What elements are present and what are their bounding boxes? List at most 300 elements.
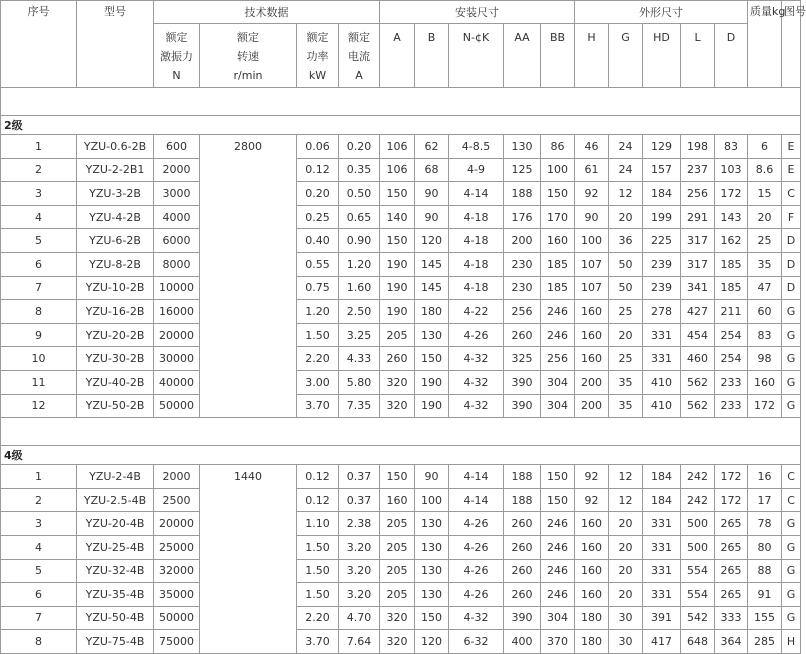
dim-bb-cell: 246 — [541, 559, 575, 583]
dim-hd-cell: 129 — [643, 135, 681, 159]
figure-code-cell: D — [782, 276, 801, 300]
dim-d-cell: 172 — [715, 465, 748, 489]
rated-power-cell: 3.70 — [297, 630, 339, 654]
rated-force-cell: 16000 — [154, 300, 200, 324]
row-no-cell: 9 — [1, 323, 77, 347]
dim-b-cell: 120 — [415, 229, 449, 253]
rated-current-cell: 0.20 — [339, 135, 380, 159]
dim-b-cell: 130 — [415, 535, 449, 559]
header-col-h: H — [575, 24, 609, 88]
rated-speed-cell: 1440 — [200, 465, 297, 654]
figure-code-cell: G — [782, 300, 801, 324]
rated-power-cell: 0.40 — [297, 229, 339, 253]
model-cell: YZU-6-2B — [77, 229, 154, 253]
dim-l-cell: 242 — [681, 465, 715, 489]
dim-nk-cell: 4-18 — [449, 252, 504, 276]
row-no-cell: 5 — [1, 559, 77, 583]
header-col-l: L — [681, 24, 715, 88]
table-row — [1, 512, 801, 536]
dim-l-cell: 317 — [681, 252, 715, 276]
model-cell: YZU-30-2B — [77, 347, 154, 371]
dim-b-cell: 130 — [415, 323, 449, 347]
dim-b-cell: 190 — [415, 394, 449, 418]
dim-b-cell: 150 — [415, 347, 449, 371]
dim-aa-cell: 176 — [504, 205, 541, 229]
dim-d-cell: 265 — [715, 512, 748, 536]
figure-code-cell: G — [782, 370, 801, 394]
dim-d-cell: 265 — [715, 583, 748, 607]
row-no-cell: 1 — [1, 465, 77, 489]
figure-code-cell: C — [782, 465, 801, 489]
table-row — [1, 559, 801, 583]
rated-current-cell: 4.70 — [339, 606, 380, 630]
dim-bb-cell: 150 — [541, 488, 575, 512]
header-current: 额定 电流 A — [339, 24, 380, 88]
mass-cell: 16 — [748, 465, 782, 489]
table-row — [1, 205, 801, 229]
dim-d-cell: 172 — [715, 488, 748, 512]
rated-current-cell: 0.35 — [339, 158, 380, 182]
dim-b-cell: 120 — [415, 630, 449, 654]
figure-code-cell: E — [782, 158, 801, 182]
dim-aa-cell: 230 — [504, 252, 541, 276]
header-outline: 外形尺寸 — [575, 1, 748, 24]
dim-b-cell: 68 — [415, 158, 449, 182]
rated-force-cell: 2000 — [154, 465, 200, 489]
dim-aa-cell: 230 — [504, 276, 541, 300]
rated-power-cell: 1.50 — [297, 323, 339, 347]
dim-g-cell: 24 — [609, 158, 643, 182]
model-cell: YZU-35-4B — [77, 583, 154, 607]
mass-cell: 35 — [748, 252, 782, 276]
dim-g-cell: 20 — [609, 535, 643, 559]
mass-cell: 8.6 — [748, 158, 782, 182]
rated-force-cell: 75000 — [154, 630, 200, 654]
dim-bb-cell: 304 — [541, 370, 575, 394]
figure-code-cell: H — [782, 630, 801, 654]
model-cell: YZU-4-2B — [77, 205, 154, 229]
model-cell: YZU-50-4B — [77, 606, 154, 630]
dim-nk-cell: 4-32 — [449, 347, 504, 371]
dim-b-cell: 62 — [415, 135, 449, 159]
header-col-a: A — [380, 24, 415, 88]
dim-l-cell: 562 — [681, 370, 715, 394]
dim-h-cell: 90 — [575, 205, 609, 229]
dim-a-cell: 205 — [380, 535, 415, 559]
dim-g-cell: 30 — [609, 630, 643, 654]
mass-cell: 160 — [748, 370, 782, 394]
rated-current-cell: 0.90 — [339, 229, 380, 253]
dim-a-cell: 205 — [380, 323, 415, 347]
dim-nk-cell: 4-22 — [449, 300, 504, 324]
mass-cell: 17 — [748, 488, 782, 512]
dim-g-cell: 20 — [609, 323, 643, 347]
dim-nk-cell: 4-26 — [449, 583, 504, 607]
figure-code-cell: D — [782, 229, 801, 253]
dim-d-cell: 162 — [715, 229, 748, 253]
dim-bb-cell: 246 — [541, 323, 575, 347]
dim-h-cell: 107 — [575, 276, 609, 300]
dim-a-cell: 190 — [380, 252, 415, 276]
figure-code-cell: G — [782, 394, 801, 418]
table-row — [1, 583, 801, 607]
dim-aa-cell: 260 — [504, 323, 541, 347]
dim-g-cell: 25 — [609, 300, 643, 324]
dim-hd-cell: 331 — [643, 583, 681, 607]
group-spacer-cell — [1, 88, 801, 116]
rated-force-cell: 20000 — [154, 323, 200, 347]
dim-d-cell: 265 — [715, 559, 748, 583]
dim-bb-cell: 170 — [541, 205, 575, 229]
dim-g-cell: 12 — [609, 465, 643, 489]
figure-code-cell: G — [782, 559, 801, 583]
dim-aa-cell: 390 — [504, 370, 541, 394]
rated-current-cell: 3.20 — [339, 583, 380, 607]
dim-a-cell: 106 — [380, 158, 415, 182]
group-header-row — [1, 116, 801, 135]
dim-hd-cell: 278 — [643, 300, 681, 324]
dim-d-cell: 83 — [715, 135, 748, 159]
dim-a-cell: 190 — [380, 276, 415, 300]
table-row — [1, 182, 801, 206]
model-cell: YZU-40-2B — [77, 370, 154, 394]
rated-current-cell: 3.20 — [339, 535, 380, 559]
mass-cell: 285 — [748, 630, 782, 654]
dim-b-cell: 145 — [415, 252, 449, 276]
header-col-b: B — [415, 24, 449, 88]
dim-hd-cell: 391 — [643, 606, 681, 630]
rated-force-cell: 8000 — [154, 252, 200, 276]
dim-b-cell: 180 — [415, 300, 449, 324]
dim-nk-cell: 4-14 — [449, 182, 504, 206]
dim-a-cell: 150 — [380, 182, 415, 206]
dim-h-cell: 107 — [575, 252, 609, 276]
dim-d-cell: 333 — [715, 606, 748, 630]
dim-l-cell: 317 — [681, 229, 715, 253]
row-no-cell: 1 — [1, 135, 77, 159]
dim-hd-cell: 331 — [643, 323, 681, 347]
dim-hd-cell: 331 — [643, 347, 681, 371]
rated-power-cell: 1.10 — [297, 512, 339, 536]
dim-b-cell: 150 — [415, 606, 449, 630]
dim-h-cell: 100 — [575, 229, 609, 253]
dim-d-cell: 364 — [715, 630, 748, 654]
row-no-cell: 11 — [1, 370, 77, 394]
dim-l-cell: 427 — [681, 300, 715, 324]
dim-aa-cell: 260 — [504, 559, 541, 583]
rated-force-cell: 40000 — [154, 370, 200, 394]
mass-cell: 6 — [748, 135, 782, 159]
dim-a-cell: 320 — [380, 394, 415, 418]
dim-bb-cell: 246 — [541, 583, 575, 607]
rated-force-cell: 30000 — [154, 347, 200, 371]
rated-power-cell: 3.70 — [297, 394, 339, 418]
dim-l-cell: 648 — [681, 630, 715, 654]
dim-g-cell: 35 — [609, 370, 643, 394]
dim-h-cell: 160 — [575, 583, 609, 607]
group-spacer — [1, 88, 801, 116]
dim-bb-cell: 150 — [541, 182, 575, 206]
dim-hd-cell: 184 — [643, 488, 681, 512]
dim-a-cell: 205 — [380, 559, 415, 583]
rated-power-cell: 2.20 — [297, 606, 339, 630]
row-no-cell: 6 — [1, 583, 77, 607]
row-no-cell: 6 — [1, 252, 77, 276]
dim-hd-cell: 410 — [643, 394, 681, 418]
dim-d-cell: 265 — [715, 535, 748, 559]
dim-hd-cell: 225 — [643, 229, 681, 253]
dim-g-cell: 20 — [609, 512, 643, 536]
dim-hd-cell: 417 — [643, 630, 681, 654]
dim-g-cell: 30 — [609, 606, 643, 630]
dim-h-cell: 92 — [575, 465, 609, 489]
rated-speed-cell: 2800 — [200, 135, 297, 418]
rated-power-cell: 2.20 — [297, 347, 339, 371]
dim-h-cell: 61 — [575, 158, 609, 182]
dim-hd-cell: 184 — [643, 182, 681, 206]
mass-cell: 80 — [748, 535, 782, 559]
dim-hd-cell: 239 — [643, 276, 681, 300]
figure-code-cell: G — [782, 606, 801, 630]
model-cell: YZU-75-4B — [77, 630, 154, 654]
dim-bb-cell: 246 — [541, 512, 575, 536]
rated-force-cell: 600 — [154, 135, 200, 159]
dim-g-cell: 50 — [609, 252, 643, 276]
figure-code-cell: G — [782, 583, 801, 607]
dim-aa-cell: 260 — [504, 535, 541, 559]
dim-h-cell: 180 — [575, 630, 609, 654]
rated-power-cell: 0.75 — [297, 276, 339, 300]
rated-power-cell: 0.06 — [297, 135, 339, 159]
mass-cell: 155 — [748, 606, 782, 630]
dim-g-cell: 35 — [609, 394, 643, 418]
dim-nk-cell: 4-32 — [449, 394, 504, 418]
dim-bb-cell: 304 — [541, 606, 575, 630]
rated-force-cell: 6000 — [154, 229, 200, 253]
dim-b-cell: 145 — [415, 276, 449, 300]
dim-d-cell: 211 — [715, 300, 748, 324]
rated-current-cell: 4.33 — [339, 347, 380, 371]
figure-code-cell: F — [782, 205, 801, 229]
dim-nk-cell: 4-18 — [449, 276, 504, 300]
rated-force-cell: 4000 — [154, 205, 200, 229]
model-cell: YZU-3-2B — [77, 182, 154, 206]
dim-hd-cell: 410 — [643, 370, 681, 394]
row-no-cell: 2 — [1, 158, 77, 182]
rated-power-cell: 0.12 — [297, 465, 339, 489]
rated-force-cell: 35000 — [154, 583, 200, 607]
figure-code-cell: G — [782, 323, 801, 347]
rated-force-cell: 50000 — [154, 394, 200, 418]
model-cell: YZU-20-4B — [77, 512, 154, 536]
dim-l-cell: 454 — [681, 323, 715, 347]
header-model: 型号 — [77, 1, 154, 88]
mass-cell: 78 — [748, 512, 782, 536]
dim-aa-cell: 125 — [504, 158, 541, 182]
table-row — [1, 370, 801, 394]
dim-h-cell: 160 — [575, 347, 609, 371]
dim-a-cell: 205 — [380, 583, 415, 607]
rated-current-cell: 0.50 — [339, 182, 380, 206]
group-spacer-cell — [1, 418, 801, 446]
dim-l-cell: 256 — [681, 182, 715, 206]
rated-power-cell: 1.50 — [297, 583, 339, 607]
table-row — [1, 229, 801, 253]
rated-current-cell: 1.20 — [339, 252, 380, 276]
table-row — [1, 488, 801, 512]
dim-bb-cell: 86 — [541, 135, 575, 159]
dim-g-cell: 25 — [609, 347, 643, 371]
figure-code-cell: G — [782, 512, 801, 536]
dim-g-cell: 20 — [609, 205, 643, 229]
dim-d-cell: 254 — [715, 323, 748, 347]
dim-h-cell: 160 — [575, 323, 609, 347]
dim-g-cell: 36 — [609, 229, 643, 253]
rated-current-cell: 5.80 — [339, 370, 380, 394]
figure-code-cell: C — [782, 182, 801, 206]
dim-a-cell: 160 — [380, 488, 415, 512]
rated-current-cell: 0.37 — [339, 488, 380, 512]
dim-nk-cell: 6-32 — [449, 630, 504, 654]
dim-b-cell: 90 — [415, 205, 449, 229]
rated-force-cell: 2000 — [154, 158, 200, 182]
dim-nk-cell: 4-32 — [449, 606, 504, 630]
dim-aa-cell: 188 — [504, 465, 541, 489]
row-no-cell: 10 — [1, 347, 77, 371]
table-row — [1, 323, 801, 347]
mass-cell: 47 — [748, 276, 782, 300]
mass-cell: 25 — [748, 229, 782, 253]
dim-aa-cell: 200 — [504, 229, 541, 253]
dim-hd-cell: 199 — [643, 205, 681, 229]
figure-code-cell: C — [782, 488, 801, 512]
rated-current-cell: 0.37 — [339, 465, 380, 489]
dim-nk-cell: 4-26 — [449, 323, 504, 347]
dim-nk-cell: 4-8.5 — [449, 135, 504, 159]
dim-b-cell: 90 — [415, 465, 449, 489]
dim-bb-cell: 256 — [541, 347, 575, 371]
dim-aa-cell: 188 — [504, 488, 541, 512]
dim-h-cell: 160 — [575, 300, 609, 324]
dim-hd-cell: 331 — [643, 512, 681, 536]
rated-current-cell: 7.35 — [339, 394, 380, 418]
table-row — [1, 535, 801, 559]
model-cell: YZU-16-2B — [77, 300, 154, 324]
rated-power-cell: 1.50 — [297, 559, 339, 583]
rated-force-cell: 2500 — [154, 488, 200, 512]
dim-a-cell: 320 — [380, 606, 415, 630]
rated-power-cell: 0.12 — [297, 488, 339, 512]
model-cell: YZU-8-2B — [77, 252, 154, 276]
dim-l-cell: 500 — [681, 535, 715, 559]
header-col-nk: N-¢K — [449, 24, 504, 88]
row-no-cell: 4 — [1, 535, 77, 559]
dim-aa-cell: 260 — [504, 512, 541, 536]
model-cell: YZU-50-2B — [77, 394, 154, 418]
table-row — [1, 300, 801, 324]
header-col-bb: BB — [541, 24, 575, 88]
dim-g-cell: 12 — [609, 488, 643, 512]
dim-g-cell: 20 — [609, 583, 643, 607]
dim-g-cell: 20 — [609, 559, 643, 583]
dim-d-cell: 254 — [715, 347, 748, 371]
model-cell: YZU-20-2B — [77, 323, 154, 347]
dim-d-cell: 233 — [715, 394, 748, 418]
dim-bb-cell: 150 — [541, 465, 575, 489]
dim-b-cell: 130 — [415, 583, 449, 607]
dim-h-cell: 160 — [575, 512, 609, 536]
dim-hd-cell: 239 — [643, 252, 681, 276]
group-spacer — [1, 418, 801, 446]
rated-power-cell: 0.55 — [297, 252, 339, 276]
figure-code-cell: D — [782, 252, 801, 276]
dim-bb-cell: 160 — [541, 229, 575, 253]
rated-power-cell: 1.50 — [297, 535, 339, 559]
rated-current-cell: 3.20 — [339, 559, 380, 583]
dim-l-cell: 562 — [681, 394, 715, 418]
model-cell: YZU-2-4B — [77, 465, 154, 489]
dim-l-cell: 460 — [681, 347, 715, 371]
model-cell: YZU-0.6-2B — [77, 135, 154, 159]
mass-cell: 60 — [748, 300, 782, 324]
dim-hd-cell: 184 — [643, 465, 681, 489]
row-no-cell: 7 — [1, 276, 77, 300]
rated-force-cell: 32000 — [154, 559, 200, 583]
dim-bb-cell: 370 — [541, 630, 575, 654]
table-row — [1, 276, 801, 300]
row-no-cell: 12 — [1, 394, 77, 418]
dim-aa-cell: 325 — [504, 347, 541, 371]
mass-cell: 88 — [748, 559, 782, 583]
dim-bb-cell: 100 — [541, 158, 575, 182]
header-col-d: D — [715, 24, 748, 88]
table-row — [1, 347, 801, 371]
dim-h-cell: 160 — [575, 559, 609, 583]
row-no-cell: 8 — [1, 300, 77, 324]
dim-a-cell: 190 — [380, 300, 415, 324]
mass-cell: 20 — [748, 205, 782, 229]
group-header-row — [1, 446, 801, 465]
dim-a-cell: 260 — [380, 347, 415, 371]
dim-a-cell: 140 — [380, 205, 415, 229]
dim-l-cell: 198 — [681, 135, 715, 159]
dim-b-cell: 90 — [415, 182, 449, 206]
rated-current-cell: 0.65 — [339, 205, 380, 229]
dim-aa-cell: 390 — [504, 394, 541, 418]
rated-force-cell: 20000 — [154, 512, 200, 536]
row-no-cell: 4 — [1, 205, 77, 229]
dim-d-cell: 185 — [715, 252, 748, 276]
dim-l-cell: 341 — [681, 276, 715, 300]
dim-aa-cell: 260 — [504, 583, 541, 607]
dim-d-cell: 233 — [715, 370, 748, 394]
header-col-aa: AA — [504, 24, 541, 88]
dim-hd-cell: 157 — [643, 158, 681, 182]
dim-h-cell: 160 — [575, 535, 609, 559]
model-cell: YZU-25-4B — [77, 535, 154, 559]
dim-h-cell: 92 — [575, 182, 609, 206]
dim-a-cell: 320 — [380, 370, 415, 394]
dim-nk-cell: 4-26 — [449, 512, 504, 536]
figure-code-cell: G — [782, 535, 801, 559]
mass-cell: 91 — [748, 583, 782, 607]
dim-g-cell: 12 — [609, 182, 643, 206]
dim-l-cell: 542 — [681, 606, 715, 630]
dim-l-cell: 554 — [681, 583, 715, 607]
dim-nk-cell: 4-18 — [449, 205, 504, 229]
dim-aa-cell: 390 — [504, 606, 541, 630]
dim-l-cell: 242 — [681, 488, 715, 512]
